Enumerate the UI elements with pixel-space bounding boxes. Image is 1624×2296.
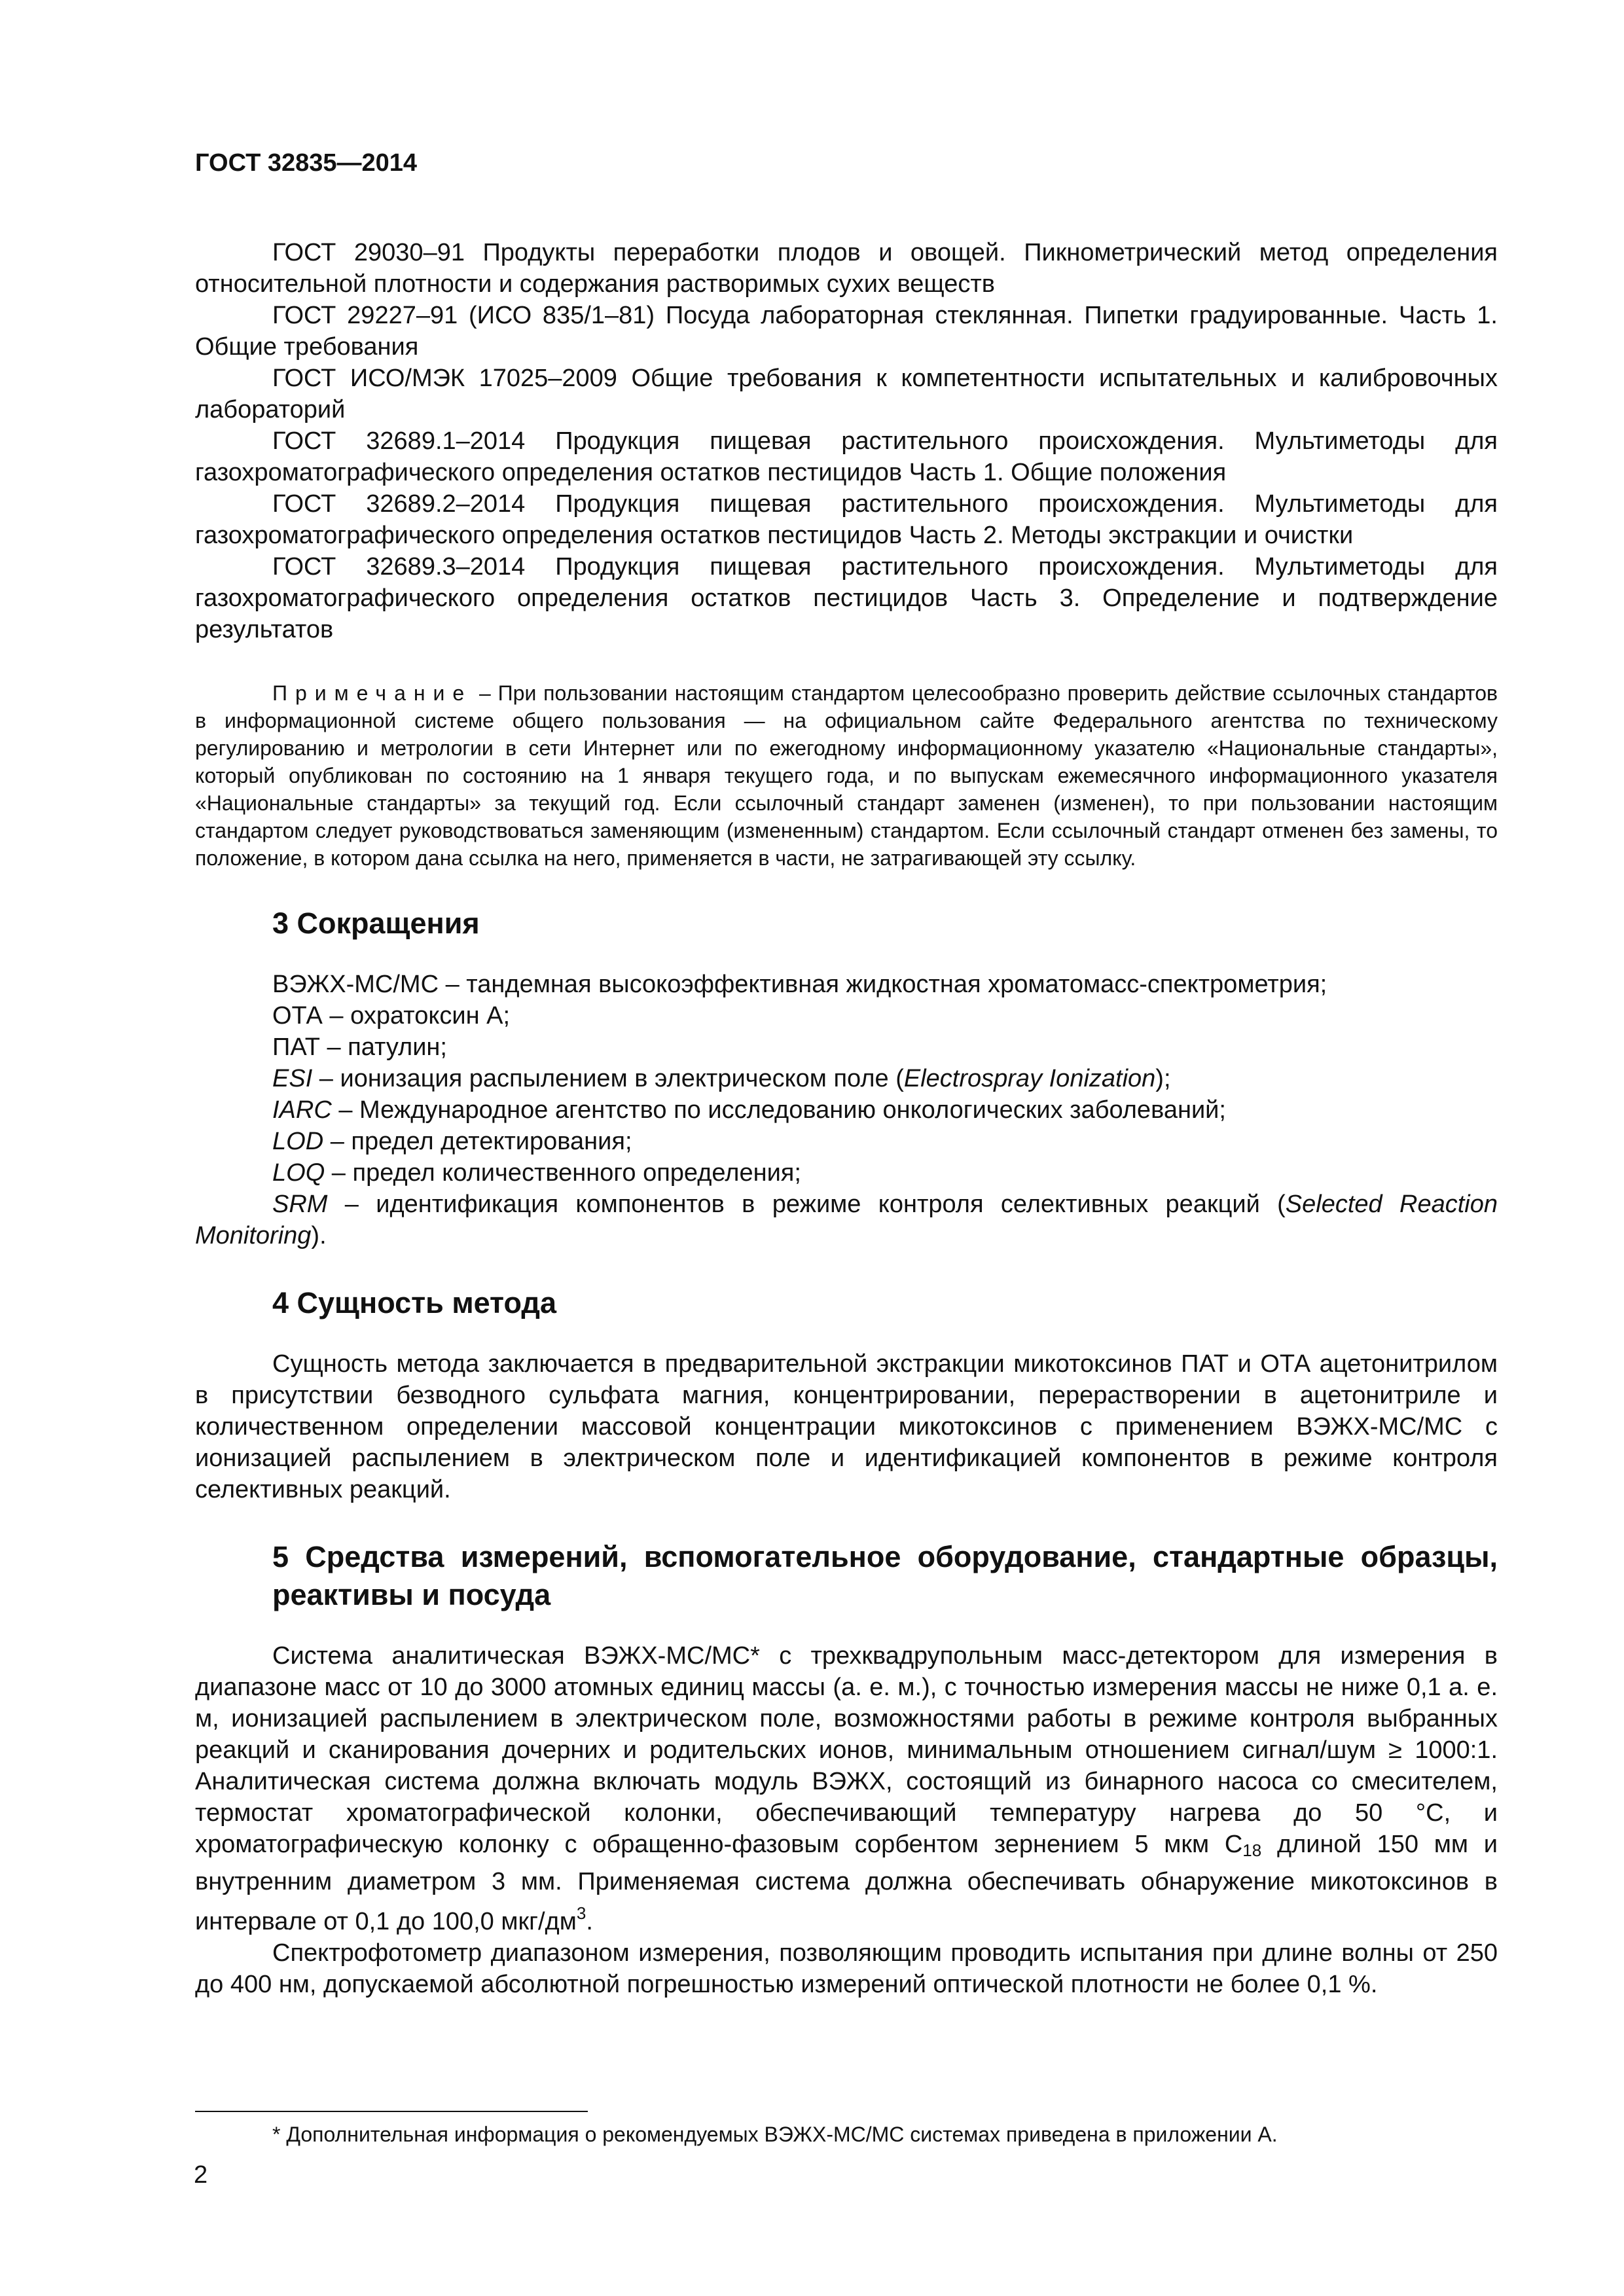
abbreviation-term: ОТА	[272, 1002, 323, 1030]
abbreviation-definition: – ионизация распылением в электрическом поле (	[312, 1065, 904, 1092]
section-5-paragraph-1	[195, 1640, 1498, 1937]
superscript: 3	[576, 1903, 586, 1923]
reference-item: ГОСТ 32689.1–2014 Продукция пищевая растительного происхождения. Мультиметоды для газохроматографического определения остатков пестицидов Часть 1. Общие положения	[195, 427, 1498, 486]
abbreviation-term: IARC	[272, 1096, 332, 1124]
section-4-text: Сущность метода заключается в предварительной экстракции микотоксинов ПАТ и ОТА ацетонитрилом в присутствии безводного сульфата магния, концентрировании, перерастворении в ацетонитриле и количественном определении массовой концентрации микотоксинов с применением ВЭЖХ-МС/МС с ионизацией распылением в электрическом поле и идентификацией компонентов в режиме контроля селективных реакций.	[195, 1350, 1498, 1503]
abbreviation-definition: – Международное агентство по исследованию онкологических заболеваний;	[331, 1096, 1226, 1124]
section-5-title: 5 Средства измерений, вспомогательное оборудование, стандартные образцы, реактивы и посуда	[272, 1540, 1498, 1611]
abbreviation-item	[195, 1157, 1498, 1189]
abbreviation-tail: ).	[311, 1222, 327, 1249]
reference-item: ГОСТ ИСО/МЭК 17025–2009 Общие требования к компетентности испытательных и калибровочных лабораторий	[195, 365, 1498, 423]
abbreviation-definition: – предел количественного определения;	[325, 1159, 801, 1187]
paragraph-text: Система аналитическая ВЭЖХ-МС/МС* с трехквадрупольным масс-детектором для измерения в диапазоне масс от 10 до 3000 атомных единиц массы (а. е. м.), с точностью измерения массы не ниже 0,1 а. е. м, ионизацией распылением в электрическом поле, возможностями работы в режиме контроля выбранных реакций и сканирования дочерних и родительских ионов, минимальным отношением сигнал/шум ≥ 1000:1. Аналитическая система должна включать модуль ВЭЖХ, состоящий из бинарного насоса со смесителем, термостат хроматографической колонки, обеспечивающий температуру нагрева до 50 °С, и хроматографическую колонку с обращенно-фазовым сорбентом зернением 5 мкм С	[195, 1642, 1498, 1858]
abbreviation-term: ESI	[272, 1065, 313, 1092]
abbreviation-definition: – тандемная высокоэффективная жидкостная хроматомасс-спектрометрия;	[439, 971, 1327, 998]
abbreviation-definition: – охратоксин А;	[322, 1002, 511, 1030]
abbreviation-term: LOD	[272, 1128, 324, 1155]
note-paragraph	[195, 679, 1498, 872]
abbreviation-term: ВЭЖХ-МС/МС	[272, 971, 439, 998]
abbreviation-item	[195, 1000, 1498, 1031]
normative-references	[195, 237, 1498, 645]
abbreviation-term: SRM	[272, 1191, 328, 1218]
reference-item: ГОСТ 32689.3–2014 Продукция пищевая растительного происхождения. Мультиметоды для газохроматографического определения остатков пестицидов Часть 3. Определение и подтверждение результатов	[195, 553, 1498, 643]
footnote: * Дополнительная информация о рекомендуемых ВЭЖХ-МС/МС системах приведена в приложении А.	[272, 2123, 1278, 2146]
abbreviation-english: Selected Reaction Monitoring	[195, 1191, 1498, 1249]
section-5-paragraph-2: Спектрофотометр диапазоном измерения, позволяющим проводить испытания при длине волны от 250 до 400 нм, допускаемой абсолютной погрешностью измерений оптической плотности не более 0,1 %.	[195, 1939, 1498, 1998]
note-text: – При пользовании настоящим стандартом целесообразно проверить действие ссылочных стандартов в информационной системе общего пользования — на официальном сайте Федерального агентства по техническому регулированию и метрологии в сети Интернет или по ежегодному информационному указателю «Национальные стандарты», который опубликован по состоянию на 1 января текущего года, и по выпускам ежемесячного информационного указателя «Национальные стандарты» за текущий год. Если ссылочный стандарт заменен (изменен), то при пользовании настоящим стандартом следует руководствоваться заменяющим (измененным) стандартом. Если ссылочный стандарт отменен без замены, то положение, в котором дана ссылка на него, применяется в части, не затрагивающей эту ссылку.	[195, 681, 1498, 870]
abbreviation-definition: – предел детектирования;	[323, 1128, 632, 1155]
abbreviation-tail: );	[1155, 1065, 1171, 1092]
reference-item: ГОСТ 29227–91 (ИСО 835/1–81) Посуда лабораторная стеклянная. Пипетки градуированные. Часть 1. Общие требования	[195, 302, 1498, 361]
section-4-title: 4 Сущность метода	[272, 1286, 556, 1319]
subscript: 18	[1242, 1840, 1262, 1860]
page-number: 2	[194, 2161, 208, 2189]
document-id: ГОСТ 32835—2014	[195, 149, 418, 177]
reference-item: ГОСТ 29030–91 Продукты переработки плодов и овощей. Пикнометрический метод определения относительной плотности и содержания растворимых сухих веществ	[195, 239, 1498, 298]
page-content	[195, 148, 1498, 2000]
abbreviation-term: ПАТ	[272, 1033, 320, 1061]
abbreviation-english: Electrospray Ionization	[903, 1065, 1156, 1092]
note-label: Примечание	[272, 681, 473, 705]
abbreviation-item	[195, 1094, 1498, 1126]
abbreviation-item	[195, 1189, 1498, 1251]
abbreviation-definition: – идентификация компонентов в режиме контроля селективных реакций (	[327, 1191, 1286, 1218]
abbreviation-item	[195, 1063, 1498, 1094]
abbreviation-item	[195, 1031, 1498, 1063]
footnote-divider	[195, 2111, 588, 2112]
reference-item: ГОСТ 32689.2–2014 Продукция пищевая растительного происхождения. Мультиметоды для газохроматографического определения остатков пестицидов Часть 2. Методы экстракции и очистки	[195, 490, 1498, 549]
paragraph-text: длиной 150 мм и внутренним диаметром 3 мм. Применяемая система должна обеспечивать обнаружение микотоксинов в интервале от 0,1 до 100,0 мкг/дм	[195, 1831, 1498, 1935]
paragraph-text: .	[586, 1908, 593, 1935]
abbreviations-list	[195, 969, 1498, 1251]
abbreviation-term: LOQ	[272, 1159, 325, 1187]
abbreviation-item	[195, 969, 1498, 1000]
abbreviation-definition: – патулин;	[319, 1033, 447, 1061]
section-3-title: 3 Сокращения	[272, 906, 480, 940]
abbreviation-item	[195, 1126, 1498, 1157]
